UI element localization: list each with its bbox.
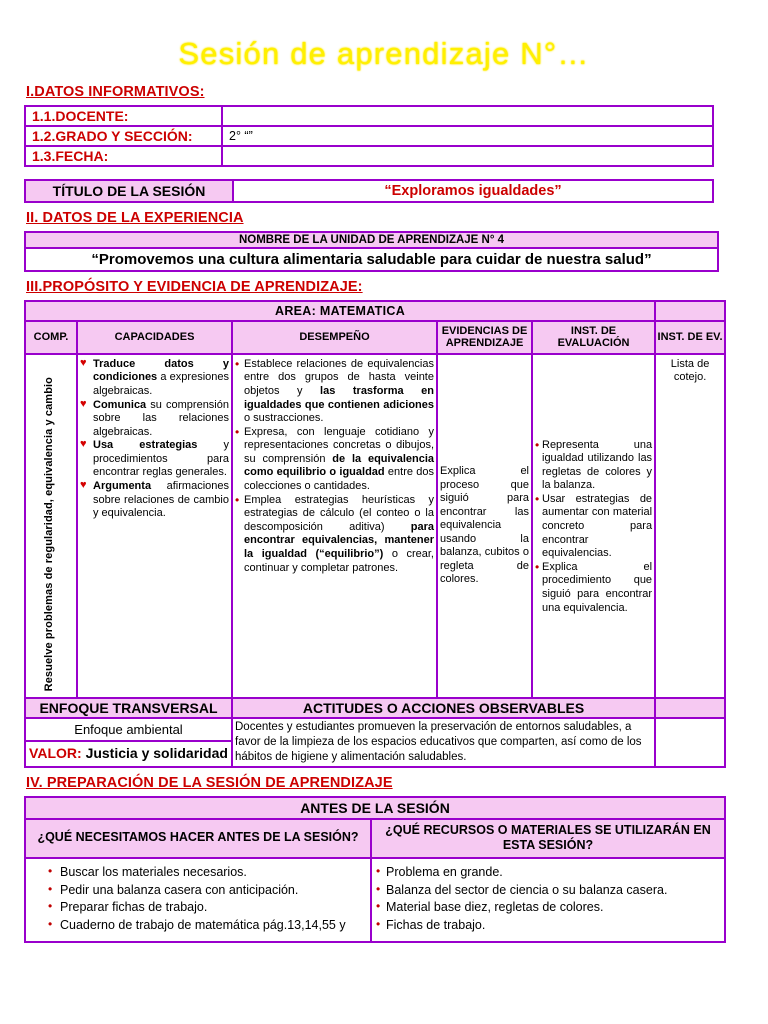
desempeno-list xyxy=(235,358,434,575)
list-item xyxy=(235,494,434,575)
table-row-enfoque-head xyxy=(25,698,725,718)
list-item: • Problema en grande. xyxy=(376,864,720,882)
list-item: • Pedir una balanza casera con anticipación. xyxy=(30,882,366,900)
desempeno-text-a: Establece relaciones de equivalencias entre dos grupos de hasta veinte objetos y xyxy=(244,357,434,397)
capacidad-rest: afirmaciones sobre relaciones de cambio y equivalencia. xyxy=(93,480,229,520)
column-header-desempeno: DESEMPEÑO xyxy=(232,321,437,354)
document-title: Sesión de aprendizaje N°… xyxy=(178,36,590,71)
list-item: • Buscar los materiales necesarios. xyxy=(30,864,366,882)
competencia-cell xyxy=(25,354,77,698)
column-header-capacidades: CAPACIDADES xyxy=(77,321,232,354)
list-item: • Balanza del sector de ciencia o su balanza casera. xyxy=(376,882,720,900)
fecha-label: 1.3.FECHA: xyxy=(25,146,222,166)
titulo-sesion-table xyxy=(24,179,714,203)
table-row xyxy=(25,248,718,271)
valor-label: VALOR: xyxy=(29,745,82,762)
titulo-sesion-value: “Exploramos igualdades” xyxy=(233,180,713,202)
desempeno-text-a: Emplea estrategias heurísticas y estrategias de cálculo (el conteo o la descomposición aditiva) xyxy=(244,493,434,533)
table-row xyxy=(25,232,718,248)
table-row xyxy=(25,180,713,202)
docente-label: 1.1.DOCENTE: xyxy=(25,106,222,126)
table-row xyxy=(25,797,725,819)
section-heading-datos-experiencia: II. DATOS DE LA EXPERIENCIA xyxy=(26,209,244,226)
proposito-matrix-table xyxy=(24,300,726,768)
actitudes-header: ACTITUDES O ACCIONES OBSERVABLES xyxy=(232,698,655,718)
antes-sesion-table xyxy=(24,796,726,943)
evidencias-text: Explica el proceso que siguió para encontrar las equivalencia usando la balanza, cubitos o regleta de colores. xyxy=(440,465,529,586)
capacidades-cell xyxy=(77,354,232,698)
capacidades-list xyxy=(80,358,229,521)
recursos-list xyxy=(376,864,720,935)
datos-informativos-table xyxy=(24,105,714,167)
unidad-header: NOMBRE DE LA UNIDAD DE APRENDIZAJE N° 4 xyxy=(25,232,718,248)
table-row xyxy=(25,126,713,146)
desempeno-text-c: entre dos colecciones o cantidades. xyxy=(244,466,434,493)
desempeno-text-c: o sustracciones. xyxy=(244,412,324,425)
desempeno-text-b: de la equivalencia como equilibrio o igualdad xyxy=(244,452,434,479)
column-header-inst-ev: INST. DE EV. xyxy=(655,321,725,354)
list-item xyxy=(80,399,229,440)
enfoque-value-spacer xyxy=(655,718,725,767)
list-item: • Fichas de trabajo. xyxy=(376,917,720,935)
list-item xyxy=(235,358,434,426)
list-item xyxy=(80,439,229,480)
desempeno-text-c: o crear, continuar y completar patrones. xyxy=(244,547,434,574)
desempeno-text-b: las trasforma en igualdades que contienen adiciones xyxy=(244,384,434,411)
fecha-value[interactable] xyxy=(222,146,713,166)
enfoque-header-spacer xyxy=(655,698,725,718)
capacidad-bold: Comunica xyxy=(93,398,147,411)
competencia-label: Resuelve problemas de regularidad, equivalencia y cambio xyxy=(43,377,55,692)
list-item xyxy=(80,358,229,399)
col1-list-cell xyxy=(25,858,371,942)
inst-evaluacion-list xyxy=(535,439,652,616)
list-item: • Cuaderno de trabajo de matemática pág.13,14,55 y xyxy=(30,917,366,935)
column-header-inst-evaluacion: INST. DE EVALUACIÓN xyxy=(532,321,655,354)
necesitamos-list xyxy=(30,864,366,935)
capacidad-rest: a expresiones algebraicas. xyxy=(93,371,229,397)
column-header-evidencias: EVIDENCIAS DE APRENDIZAJE xyxy=(437,321,532,354)
unidad-value: “Promovemos una cultura alimentaria saludable para cuidar de nuestra salud” xyxy=(25,248,718,271)
grado-seccion-label: 1.2.GRADO Y SECCIÓN: xyxy=(25,126,222,146)
table-row-area xyxy=(25,301,725,321)
section-heading-datos-informativos: I.DATOS INFORMATIVOS: xyxy=(26,83,205,100)
table-row-content xyxy=(25,354,725,698)
desempeno-cell xyxy=(232,354,437,698)
capacidad-bold: Traduce datos y condiciones xyxy=(93,357,229,384)
titulo-sesion-label: TÍTULO DE LA SESIÓN xyxy=(25,180,233,202)
enfoque-ambiental-value: Enfoque ambiental xyxy=(25,718,232,741)
list-item: • Material base diez, regletas de colores. xyxy=(376,899,720,917)
list-item: • Preparar fichas de trabajo. xyxy=(30,899,366,917)
actitudes-text: Docentes y estudiantes promueven la preservación de entornos saludables, a favor de la limpieza de los espacios educativos que comparten, así como de los hábitos de higiene y alimentación saludables. xyxy=(232,718,655,767)
capacidad-rest: y procedimientos para encontrar reglas generales. xyxy=(93,439,230,479)
table-row xyxy=(25,146,713,166)
enfoque-transversal-header: ENFOQUE TRANSVERSAL xyxy=(25,698,232,718)
col1-header: ¿QUÉ NECESITAMOS HACER ANTES DE LA SESIÓN? xyxy=(25,819,371,858)
col2-list-cell xyxy=(371,858,725,942)
list-item xyxy=(235,426,434,494)
valor-cell xyxy=(25,741,232,767)
inst-evaluacion-cell xyxy=(532,354,655,698)
column-header-comp: COMP. xyxy=(25,321,77,354)
table-row xyxy=(25,819,725,858)
section-heading-proposito: III.PROPÓSITO Y EVIDENCIA DE APRENDIZAJE: xyxy=(26,278,363,295)
desempeno-text-b: para encontrar equivalencias, mantener la igualdad (“equilibrio”) xyxy=(244,520,434,560)
list-item: • Representa una igualdad utilizando las regletas de colores y la balanza. xyxy=(535,439,652,493)
grado-seccion-value[interactable]: 2° “” xyxy=(222,126,713,146)
list-item: • Usar estrategias de aumentar con material concreto para encontrar equivalencias. xyxy=(535,493,652,561)
section-heading-preparacion: IV. PREPARACIÓN DE LA SESIÓN DE APRENDIZAJE xyxy=(26,774,393,791)
capacidad-rest: su comprensión sobre las relaciones algebraicas. xyxy=(93,398,229,438)
valor-value: Justicia y solidaridad xyxy=(85,745,228,762)
table-row-enfoque-value xyxy=(25,718,725,741)
col2-header: ¿QUÉ RECURSOS O MATERIALES SE UTILIZARÁN EN ESTA SESIÓN? xyxy=(371,819,725,858)
table-row xyxy=(25,858,725,942)
unidad-aprendizaje-table xyxy=(24,231,719,272)
docente-value[interactable] xyxy=(222,106,713,126)
desempeno-text-a: Expresa, con lenguaje cotidiano y representaciones concretas o dibujos, su comprensión xyxy=(244,425,434,465)
evidencias-cell xyxy=(437,354,532,698)
list-item: • Explica el procedimiento que siguió para encontrar una equivalencia. xyxy=(535,561,652,615)
inst-ev-cell: Lista de cotejo. xyxy=(655,354,725,698)
capacidad-bold: Argumenta xyxy=(93,480,152,493)
area-header-spacer xyxy=(655,301,725,321)
table-row-columns xyxy=(25,321,725,354)
list-item xyxy=(80,480,229,521)
antes-sesion-header: ANTES DE LA SESIÓN xyxy=(25,797,725,819)
competencia-vertical-wrap xyxy=(28,356,74,696)
capacidad-bold: Usa estrategias xyxy=(93,439,198,452)
area-header: AREA: MATEMATICA xyxy=(25,301,655,321)
table-row xyxy=(25,106,713,126)
